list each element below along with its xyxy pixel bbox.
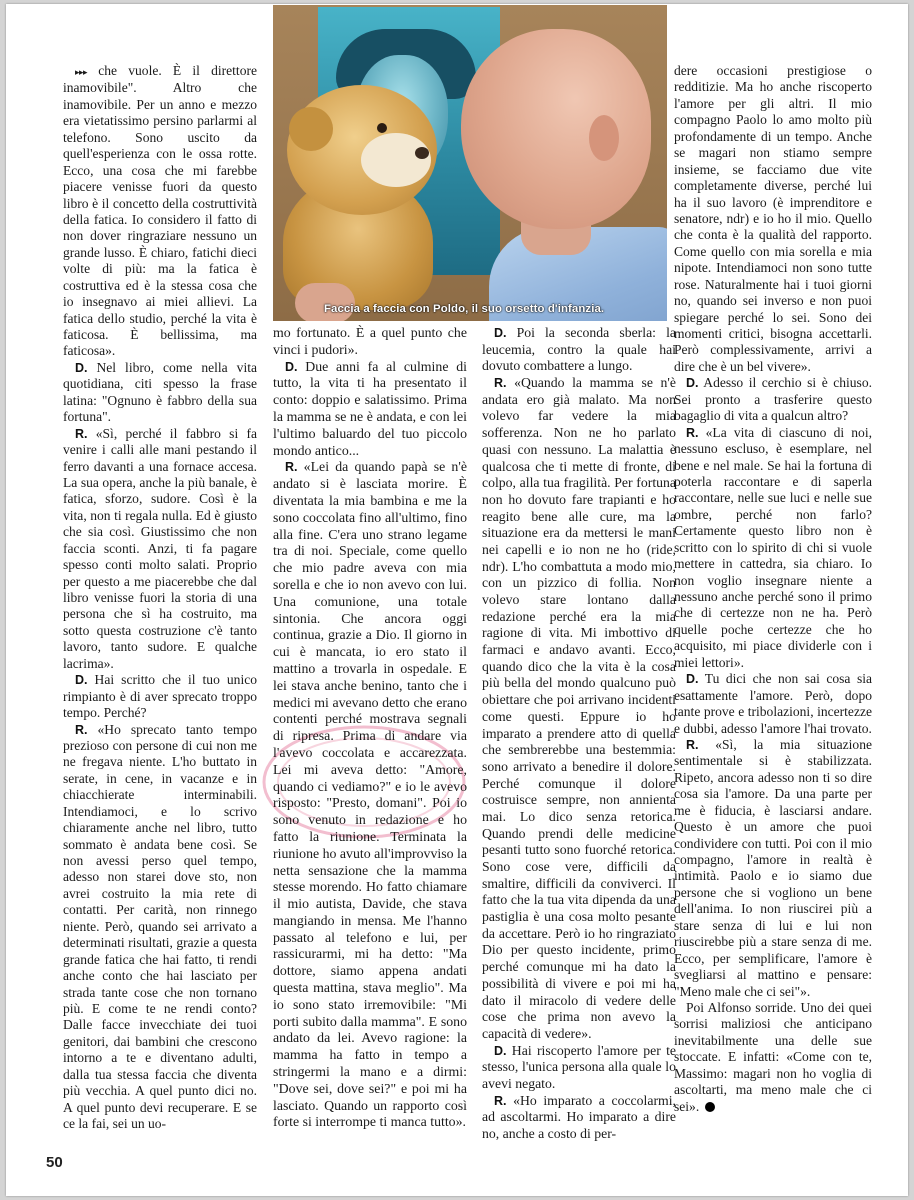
paragraph — [674, 1000, 872, 1115]
paragraph-text: «Lei da quando papà se n'è andato si è lasciata morire. È diventata la mia bambina e me la sono coccolata fino all'ultimo, fino alla fine. C'era uno strano legame tra di noi. Speciale, come quello che mio padre aveva con mia sorella e che io non avevo con lui. Una comunione, una totale sintonia. Che ancora oggi continua, grazie a Dio. Il giorno in cui è mancata, io ero stato il mattino a trovarla in ospedale. E lei stava anche benino, tanto che i medici mi avevano detto che erano contenti perché mostrava segnali di ripresa. Prima di andare via l'avevo coccolata e accarezzata. Lei mi aveva detto: "Amore, quando ci vediamo?" e io le avevo risposto: "Presto, domani". Poi io sono venuto in redazione e ho fatto la riunione. Terminata la riunione ho avuto all'improvviso la netta sensazione che la mamma stesse morendo. Ho fatto chiamare il mio autista, Davide, che stava mangiando in mensa. Me l'hanno passato al telefono e lui, per rassicurarmi, mi ha detto: "Ma dottore, siamo appena andati questa mattina, stava meglio". Ma io sono stato irremovibile: "Mi porti subito dalla mamma". E sono andato da lei. Avevo ragione: la mamma ha fatto in tempo a stringermi la mano e a dirmi: "Dove sei, dove sei?" e poi mi ha lasciato. Quando un rapporto così forte si interrompe ti manca tutto». — [273, 459, 467, 1130]
paragraph — [674, 63, 872, 375]
question-marker: D. — [75, 360, 88, 375]
man-head — [461, 29, 651, 229]
paragraph-text: «Quando la mamma se n'è andata ero già malato. Ma non volevo far vedere la mia sofferenza. Non ne ho parlato quasi con nessuno. La malattia è qualcosa che ti mette di fronte, di colpo, alla tua fragilità. Per fortuna non ho dovuto fare trapianti e ho reagito bene alle cure, ma la situazione era da mettersi le mani nei capelli e io non ne ho (ride, ndr). L'ho combattuta a modo mio, con un pizzico di follia. Non volevo stare lontano dalla redazione perché era la mia ragione di vita. Mi imbottivo di farmaci e andavo avanti. Ecco, quando dico che la vita è la cosa più bella del mondo qualcuno può obiettare che poi arrivano incidenti come questi. Eppure io ho imparato a prendere atto di quella che sembrerebbe una bestemmia: sono arrivato a benedire il dolore. Perché comunque il dolore costruisce sempre, non annienta mai. Lo dico senza retorica. Quando prendi delle medicine pesanti tutto sono fuorché retorica. Sono cose vere, difficili da smaltire, difficili da conviverci. Il fatto che la tua vita dipenda da una pastiglia è una cosa molto pesante da accettare. Però io ho ringraziato Dio per questo incidente, primo perché comunque mi ha dato la possibilità di vivere e poi mi ha dato il miracolo di vedere delle cose che prima non avevo la capacità di vedere». — [482, 375, 676, 1041]
paragraph-text: «Ho sprecato tanto tempo prezioso con persone di cui non me ne fregava niente. L'ho buttato in serate, in cene, in vacanze e in chiacchierate interminabili. Intendiamoci, e lo scrivo chiaramente anche nel libro, tutto sommato è andata bene così. Se non avessi perso quel tempo, adesso non starei dove sto, non avrei costruito la mia rete di contatti. Per carità, non rinnego niente. Però, quando sei arrivato a determinati risultati, grazie a questa grande fatica che hai fatto, ti rendi anche conto che hai lasciato per strada tante cose che non tornano più. E come te ne rendi conto? Dalle facce invecchiate dei tuoi genitori, dai bambini che crescono intorno a te e diventano adulti, dalla tua stessa faccia che diventa più vecchia. A quel punto dici no. A quel punto devi recuperare. E se ce la fai, sei un uo- — [63, 721, 257, 1131]
paragraph-text: Hai scritto che il tuo unico rimpianto è di aver sprecato troppo tempo. Perché? — [63, 672, 257, 721]
question-marker: D. — [75, 673, 88, 688]
paragraph-text: «Ho imparato a coccolarmi, ad ascoltarmi. Ho imparato a dire no, anche a costo di per- — [482, 1092, 676, 1141]
paragraph — [63, 63, 257, 360]
paragraph — [63, 672, 257, 721]
paragraph-text: Due anni fa al culmine di tutto, la vita ti ha presentato il conto: doppio e salatissimo. Prima la mamma se ne è andata, e con lei l'ultimo baluardo del tuo piccolo mondo antico... — [273, 358, 467, 458]
continuation-arrows: ▸▸▸ — [75, 67, 88, 77]
text-column-3 — [482, 325, 676, 1143]
paragraph-text: «La vita di ciascuno di noi, nessuno escluso, è esemplare, nel bene e nel male. Se hai la fortuna di poterla raccontare e di saperla raccontare, nelle sue luci e nelle sue ombre, perché non farlo? Certamente questo libro non è scritto con lo spirito di chi si vuole mettere in cattedra, sia chiaro. Io non voglio insegnare niente a nessuno anche perché sono il primo che di certezze non ne ha. Però quelle poche certezze che ho acquisito, mi piace dividerle con i miei lettori». — [674, 424, 872, 670]
text-column-2 — [273, 325, 467, 1131]
paragraph-text: che vuole. È il direttore inamovibile". Altro che inamovibile. Per un anno e mezzo era vietatissimo persino parlarmi al telefono. Sono uscito da quell'esperienza con le ossa rotte. Ecco, una cosa che mi farebbe piacere venisse fuori da questo libro è il concetto della costruttività della fatica. Io considero il fatto di non dover ringraziare nessuno un grande lusso. È chiaro, fatichi dieci volte di più: ma la fatica è costruttiva ed è la stessa cosa che io insegnavo ai miei allievi. La fatica dello studio, perché la vita è faticosa. È bellissima, ma faticosa». — [63, 63, 257, 359]
answer-marker: R. — [494, 1093, 507, 1108]
paragraph — [273, 359, 467, 460]
paragraph — [674, 737, 872, 1000]
question-marker: D. — [494, 326, 507, 340]
paragraph — [674, 425, 872, 672]
paragraph-text: Adesso il cerchio si è chiuso. Sei pronto a trasferire questo bagaglio di vita a qualcun altro? — [674, 375, 872, 424]
question-marker: D. — [285, 359, 298, 374]
paragraph-text: «Sì, la mia situazione sentimentale si è stabilizzata. Ripeto, ancora adesso non ti so dire cosa sia l'amore. Da una parte per me è fiducia, è lasciarsi andare. Questo è un amore che puoi condividere con tutti. Poi con il mio compagno, l'amore in realtà è intimità. Paolo e io siamo due persone che si vogliono un bene dell'anima. Io non riuscirei più a stare senza di lui e lui non riuscirebbe più a stare senza di me. Ecco, per semplificare, l'amore è svegliarsi al mattino e pensare: "Meno male che ci sei"». — [674, 736, 872, 999]
paragraph — [482, 325, 676, 375]
paragraph-text: Hai riscoperto l'amore per te stesso, l'unica persona alla quale lo avevi negato. — [482, 1042, 676, 1091]
paragraph — [63, 426, 257, 673]
question-marker: D. — [686, 376, 699, 391]
paragraph — [273, 325, 467, 359]
paragraph — [63, 722, 257, 1133]
paragraph — [273, 459, 467, 1131]
answer-marker: R. — [686, 737, 699, 752]
question-marker: D. — [494, 1043, 507, 1058]
paragraph — [674, 375, 872, 424]
answer-marker: R. — [686, 425, 699, 440]
paragraph-text: Poi la seconda sberla: la leucemia, contro la quale hai dovuto combattere a lungo. — [482, 325, 676, 374]
text-column-1 — [63, 63, 257, 1132]
paragraph — [674, 671, 872, 737]
paragraph-text: Tu dici che non sai cosa sia esattamente l'amore. Però, dopo tante prove e tribolazioni, incertezze e dubbi, adesso l'amore l'hai trovato. — [674, 671, 872, 736]
paragraph — [482, 375, 676, 1043]
answer-marker: R. — [75, 426, 88, 441]
question-marker: D. — [686, 672, 699, 687]
paragraph-text: «Sì, perché il fabbro si fa venire i calli alle mani pestando il ferro davanti a una fornace accesa. La sua opera, anche la più banale, è fatica, sforzo, sudore. Così è la vita, non ti regala nulla. Ed è giusto che sia così. Giustissimo che non faccia sconti. Anzi, ti fa pagare spesso conti molto salati. Proprio per questo a me piacerebbe che dal libro venisse fuori la storia di una persona che sì ha costruito, ma sotto questa costruzione c'è tanto lavoro, tanto sudore. E qualche lacrima». — [63, 425, 257, 671]
answer-marker: R. — [285, 460, 298, 475]
answer-marker: R. — [494, 376, 507, 391]
page-number: 50 — [46, 1154, 63, 1171]
photo-caption: Faccia a faccia con Poldo, il suo orsetto d'infanzia. — [324, 303, 605, 315]
magazine-page — [6, 4, 908, 1196]
paragraph — [482, 1043, 676, 1093]
paragraph-text: mo fortunato. È a quel punto che vinci i pudori». — [273, 325, 467, 357]
paragraph-text: Poi Alfonso sorride. Uno dei quei sorrisi maliziosi che anticipano inevitabilmente una delle sue stoccate. E infatti: «Come con te, Massimo: magari non ho voglia di ascoltarti, ma meno male che ci sei». — [674, 999, 872, 1114]
paragraph-text: dere occasioni prestigiose o redditizie. Ma ho anche riscoperto l'amore per gli altri. Il mio compagno Paolo lo amo molto più profondamente di un tempo. Anche se magari non stiamo sempre insieme, se facciamo due vite completamente diverse, perché lui ha il suo lavoro (è imprenditore e senatore, ndr) e io ho il mio. Quello che conta è la qualità del rapporto. Come quello con mia sorella e mia nipote. Intendiamoci non sono tutte rose. Naturalmente hai i tuoi giorni no, quando sei inverso e non puoi spiegare perché lo sei. Sono dei momenti critici, bisogna accettarli. Però complessivamente, arrivi a dire che è un bel vivere». — [674, 63, 872, 374]
article-photo — [273, 5, 667, 321]
answer-marker: R. — [75, 722, 88, 737]
paragraph — [63, 360, 257, 426]
text-column-4 — [674, 63, 872, 1115]
paragraph — [482, 1093, 676, 1143]
end-of-article-dot — [705, 1102, 715, 1112]
paragraph-text: Nel libro, come nella vita quotidiana, citi spesso la frase latina: "Ognuno è fabbro della sua fortuna". — [63, 359, 257, 425]
